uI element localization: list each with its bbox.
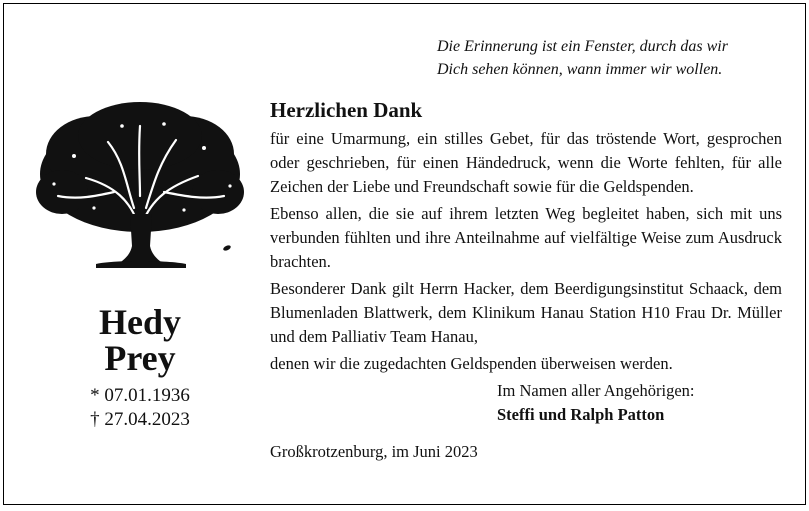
thanks-text [270, 96, 782, 464]
thanks-paragraph-3-end: denen wir die zugedachten Geldspenden überweisen werden. [270, 354, 673, 373]
tree-icon [34, 96, 246, 286]
deceased-panel [34, 96, 246, 432]
thanks-paragraph-3: Besonderer Dank gilt Herrn Hacker, dem Beerdigungsinstitut Schaack, dem Blumenladen Blattwerk, dem Klinikum Hanau Station H10 Frau Dr. Müller und dem Palliativ Team Hanau, [270, 279, 782, 346]
place-and-date: Großkrotzenburg, im Juni 2023 [270, 442, 478, 461]
quote-line-2: Dich sehen können, wann immer wir wollen. [437, 61, 723, 78]
signature-block [497, 379, 782, 427]
thanks-paragraph-1: für eine Umarmung, ein stilles Gebet, für das tröstende Wort, gesprochen oder geschrieben, für einen Händedruck, wenn die Worte fehlten, für alle Zeichen der Liebe und Freundschaft sowie für die Geldspenden. [270, 129, 782, 196]
first-name: Hedy [98, 302, 181, 342]
memorial-quote [437, 35, 777, 81]
life-dates [34, 384, 246, 432]
quote-line-1: Die Erinnerung ist ein Fenster, durch das wir [437, 38, 728, 55]
birth-date: * 07.01.1936 [90, 385, 190, 406]
last-name: Prey [104, 338, 176, 378]
signature-names: Steffi und Ralph Patton [497, 405, 665, 424]
signature-intro: Im Namen aller Angehörigen: [497, 381, 695, 400]
obituary-notice [3, 3, 806, 505]
thanks-paragraph-2: Ebenso allen, die sie auf ihrem letzten Weg begleitet haben, sich mit uns verbunden fühlten und ihre Anteilnahme auf vielfältige Weise zum Ausdruck brachten. [270, 204, 782, 271]
death-date: † 27.04.2023 [90, 409, 190, 430]
thanks-heading: Herzlichen Dank [270, 98, 423, 122]
